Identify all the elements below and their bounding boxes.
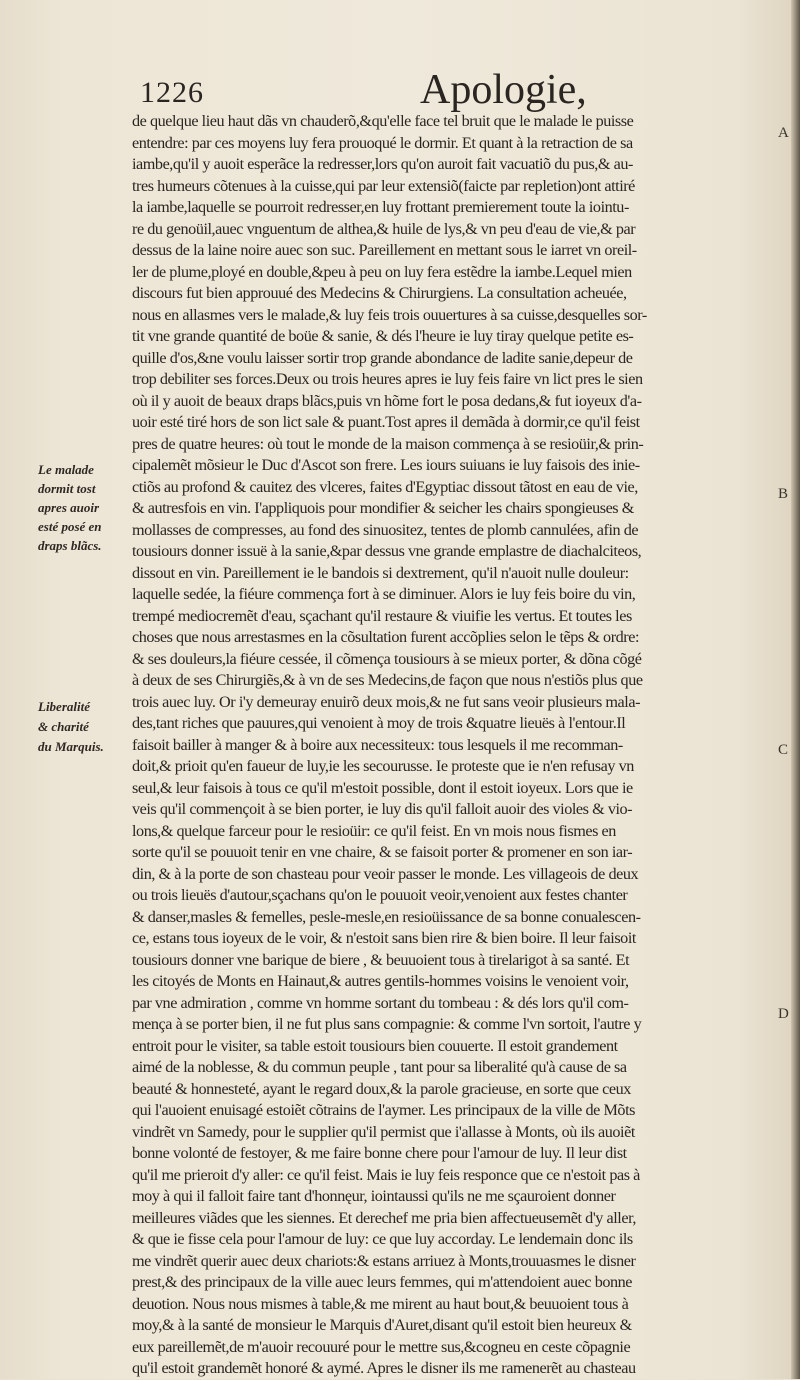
text-line: qu'il me prieroit d'y aller: ce qu'il feist. Mais ie luy feis responce que ce n'estoit pas à <box>132 1165 640 1184</box>
text-line: tit vne grande quantité de boüe & sanie, & dés l'heure ie luy tiray quelque petite es- <box>132 327 634 345</box>
text-line: ctiõs au profond & cauitez des vlceres, faites d'Egyptiac dissout tãtost en eau de vie, <box>132 477 638 496</box>
text-line: des,tant riches que pauures,qui venoient à moy de trois &quatre lieuës à l'entour.Il <box>132 714 626 732</box>
text-line: moy,& à la santé de monsieur le Marquis d'Auret,disant qu'il estoit bien heureux & <box>132 1316 632 1334</box>
text-line: aimé de la noblesse, & du commun peuple , tant pour sa liberalité qu'à cause de sa <box>132 1058 627 1076</box>
margin-note: draps blãcs. <box>38 538 102 553</box>
text-line: laquelle sedée, la fiéure commença fort à se diminuer. Alors ie luy feis boire du vin, <box>132 585 636 603</box>
text-line: din, & à la porte de son chasteau pour veoir passer le monde. Les villageois de deux <box>132 864 639 883</box>
text-line: ou trois lieuës d'autour,sçachans qu'on le pouuoit veoir,venoient aux festes chanter <box>132 886 628 904</box>
text-line: re du genoüil,auec vnguentum de althea,& huile de lys,& vn peu d'eau de vie,& par <box>132 219 636 238</box>
text-line: eux pareillemẽt,de m'auoir recouuré pour le mettre sus,&cogneu en ceste cõpagnie <box>132 1337 631 1356</box>
text-line: & ses douleurs,la fiéure cessée, il cõmença tousiours à se mieux porter, & dõna cõgé <box>132 649 642 668</box>
text-line: nous en allasmes vers le malade,& luy feis trois ouuertures à sa cuisse,desquelles sor- <box>132 305 647 324</box>
text-line: prest,& des principaux de la ville auec leurs femmes, qui m'attendoient auec bonne <box>132 1273 633 1291</box>
page-number: 1226 <box>140 76 204 109</box>
text-line: les citoyés de Monts en Hainaut,& autres gentils-hommes voisins le venoient voir, <box>132 972 629 990</box>
text-line: uoir esté tiré hors de son lict sale & puant.Tost apres il demãda à dormir,ce qu'il feist <box>132 413 640 431</box>
side-letter-c: C <box>778 742 789 758</box>
text-line: cipalemẽt mõsieur le Duc d'Ascot son frere. Les iours suiuans ie luy faisois des inie- <box>132 456 640 474</box>
text-line: quille d'os,&ne voulu laisser sortir trop grande abondance de ladite sanie,depeur de <box>132 348 633 367</box>
text-line: & que ie fisse cela pour l'amour de luy: ce que luy accorday. Le lendemain donc ils <box>132 1230 633 1248</box>
margin-note: Liberalité <box>38 699 90 714</box>
margin-note: dormit tost <box>38 481 96 496</box>
running-title: Apologie, <box>420 67 587 113</box>
text-line: trempé mediocremẽt d'eau, sçachant qu'il restaure & viuifie les vertus. Et toutes les <box>132 606 632 625</box>
text-line: tres humeurs cõtenues à la cuisse,qui par leur extensiõ(faicte par repletion)ont attiré <box>132 176 635 195</box>
text-line: trois auec luy. Or i'y demeuray enuirõ deux mois,& ne fut sans veoir plusieurs mala- <box>132 692 641 711</box>
page-header <box>130 66 650 113</box>
text-line: me vindrẽt querir auec deux chariots:& estans arriuez à Monts,trouuasmes le disner <box>132 1251 636 1270</box>
text-line: discours fut bien approuué des Medecins & Chirurgiens. La consultation acheuée, <box>132 284 627 302</box>
text-line: à deux de ses Chirurgiẽs,& à vn de ses Medecins,de façon que nous n'estiõs plus que <box>132 671 643 689</box>
text-line: tousiours donner issuë à la sanie,&par dessus vne grande emplastre de diachalciteos, <box>132 542 642 560</box>
text-line: deuotion. Nous nous mismes à table,& me mirent au haut bout,& beuuoient tous à <box>132 1294 629 1313</box>
text-line: mença à se porter bien, il ne fut plus sans compagnie: & comme l'vn sortoit, l'autre y <box>132 1015 642 1033</box>
margin-note: & charité <box>38 719 89 734</box>
text-line: iambe,qu'il y auoit esperãce la redresser,lors qu'on auroit fait vacuatiõ du pus,& au- <box>132 155 633 173</box>
text-line: entroit pour le visiter, sa table estoit tousiours bien couuerte. Il estoit grandement <box>132 1036 618 1055</box>
text-line: faisoit bailler à manger & à boire aux necessiteux: tous lesquels il me recomman- <box>132 735 623 754</box>
text-line: & danser,masles & femelles, pesle-mesle,en resioüissance de sa bonne conualescen- <box>132 907 641 926</box>
text-line: dissout en vin. Pareillement ie le bandois si dextrement, qu'il n'auoit nulle douleur: <box>132 563 629 582</box>
text-line: doit,& prioit qu'en faueur de luy,ie les secourusse. Ie proteste que ie n'en refusay vn <box>132 757 634 775</box>
text-line: sorte qu'il se pouuoit tenir en vne chaire, & se faisoit porter & promener en son iar- <box>132 843 633 861</box>
text-line: qu'il estoit grandemẽt honoré & aymé. Apres le disner ils me ramenerẽt au chasteau <box>132 1359 636 1377</box>
side-letter-a: A <box>778 125 789 141</box>
text-line: mollasses de compresses, au fond des sinuositez, tentes de plomb cannulées, afin de <box>132 520 639 539</box>
text-line: qui l'auoient enuisagé estoiẽt cõtrains de l'aymer. Les principaux de la ville de Mõts <box>132 1101 635 1119</box>
text-line: la iambe,laquelle se pourroit redresser,en luy frottant premierement toute la iointu- <box>132 198 629 216</box>
text-line: dessus de la laine noire auec son suc. Pareillement en mettant sous le iarret vn oreil- <box>132 241 637 259</box>
text-line: beauté & honnesteté, ayant le regard doux,& la parole gracieuse, en sorte que ceux <box>132 1079 631 1098</box>
side-letter-d: D <box>778 1006 789 1022</box>
side-letter-b: B <box>778 486 789 502</box>
text-line: & autresfois en vin. I'appliquois pour mondifier & seicher les chairs spongieuses & <box>132 499 634 517</box>
text-line: veis qu'il commençoit à se bien porter, ie luy dis qu'il falloit auoir des violes & vio- <box>132 800 633 818</box>
text-line: pres de quatre heures: où tout le monde de la maison commença à se resioüir,& prin- <box>132 434 644 453</box>
page-binding-edge <box>791 0 800 1379</box>
text-line: ler de plume,ployé en double,&peu à peu on luy fera estẽdre la iambe.Lequel mien <box>132 262 632 281</box>
margin-note: Le malade <box>38 462 94 477</box>
text-line: par vne admiration , comme vn homme sortant du tombeau : & dés lors qu'il com- <box>132 993 629 1012</box>
text-line: lons,& quelque farceur pour le resioüir: ce qu'il feist. En vn mois nous fismes en <box>132 821 616 840</box>
margin-note: esté posé en <box>38 519 102 534</box>
text-line: bonne volonté de festoyer, & me faire bonne chere pour l'amour de luy. Il leur dist <box>132 1144 627 1162</box>
text-line: de quelque lieu haut dãs vn chauderõ,&qu'elle face tel bruit que le malade le puisse <box>132 112 634 130</box>
body-text <box>132 111 762 1380</box>
text-line: choses que nous arrestasmes en la cõsultation furent accõplies selon le tẽps & ordre: <box>132 628 640 646</box>
text-line: trop debiliter ses forces.Deux ou trois heures apres ie luy feis faire vn lict pres le sien <box>132 370 643 388</box>
text-line: ce, estans tous ioyeux de le voir, & n'estoit sans bien rire & bien boire. Il leur faisoit <box>132 929 636 947</box>
text-line: moy à qui il falloit faire tant d'honnęur, iointaussi qu'ils ne me sçauroient donner <box>132 1187 616 1205</box>
margin-note: du Marquis. <box>38 739 104 754</box>
margin-note: apres auoir <box>38 500 100 515</box>
text-line: meilleures viãdes que les siennes. Et derechef me pria bien affectueusemẽt d'y aller, <box>132 1208 636 1227</box>
text-line: vindrẽt vn Samedy, pour le supplier qu'il permist que i'allasse à Monts, où ils auoiẽt <box>132 1122 635 1141</box>
text-line: tousiours donner vne barique de biere , & beuuoient tous à tirelarigot à sa santé. Et <box>132 950 630 969</box>
text-line: où il y auoit de beaux draps blãcs,puis vn hõme fort le posa dedans,& fut ioyeux d'a- <box>132 391 642 410</box>
text-line: entendre: par ces moyens luy fera prouoqué le dormir. Et quant à la retraction de sa <box>132 133 633 152</box>
text-line: seul,& leur faisois à tous ce qu'il m'estoit possible, dont il estoit ioyeux. Lors que ie <box>132 778 633 797</box>
